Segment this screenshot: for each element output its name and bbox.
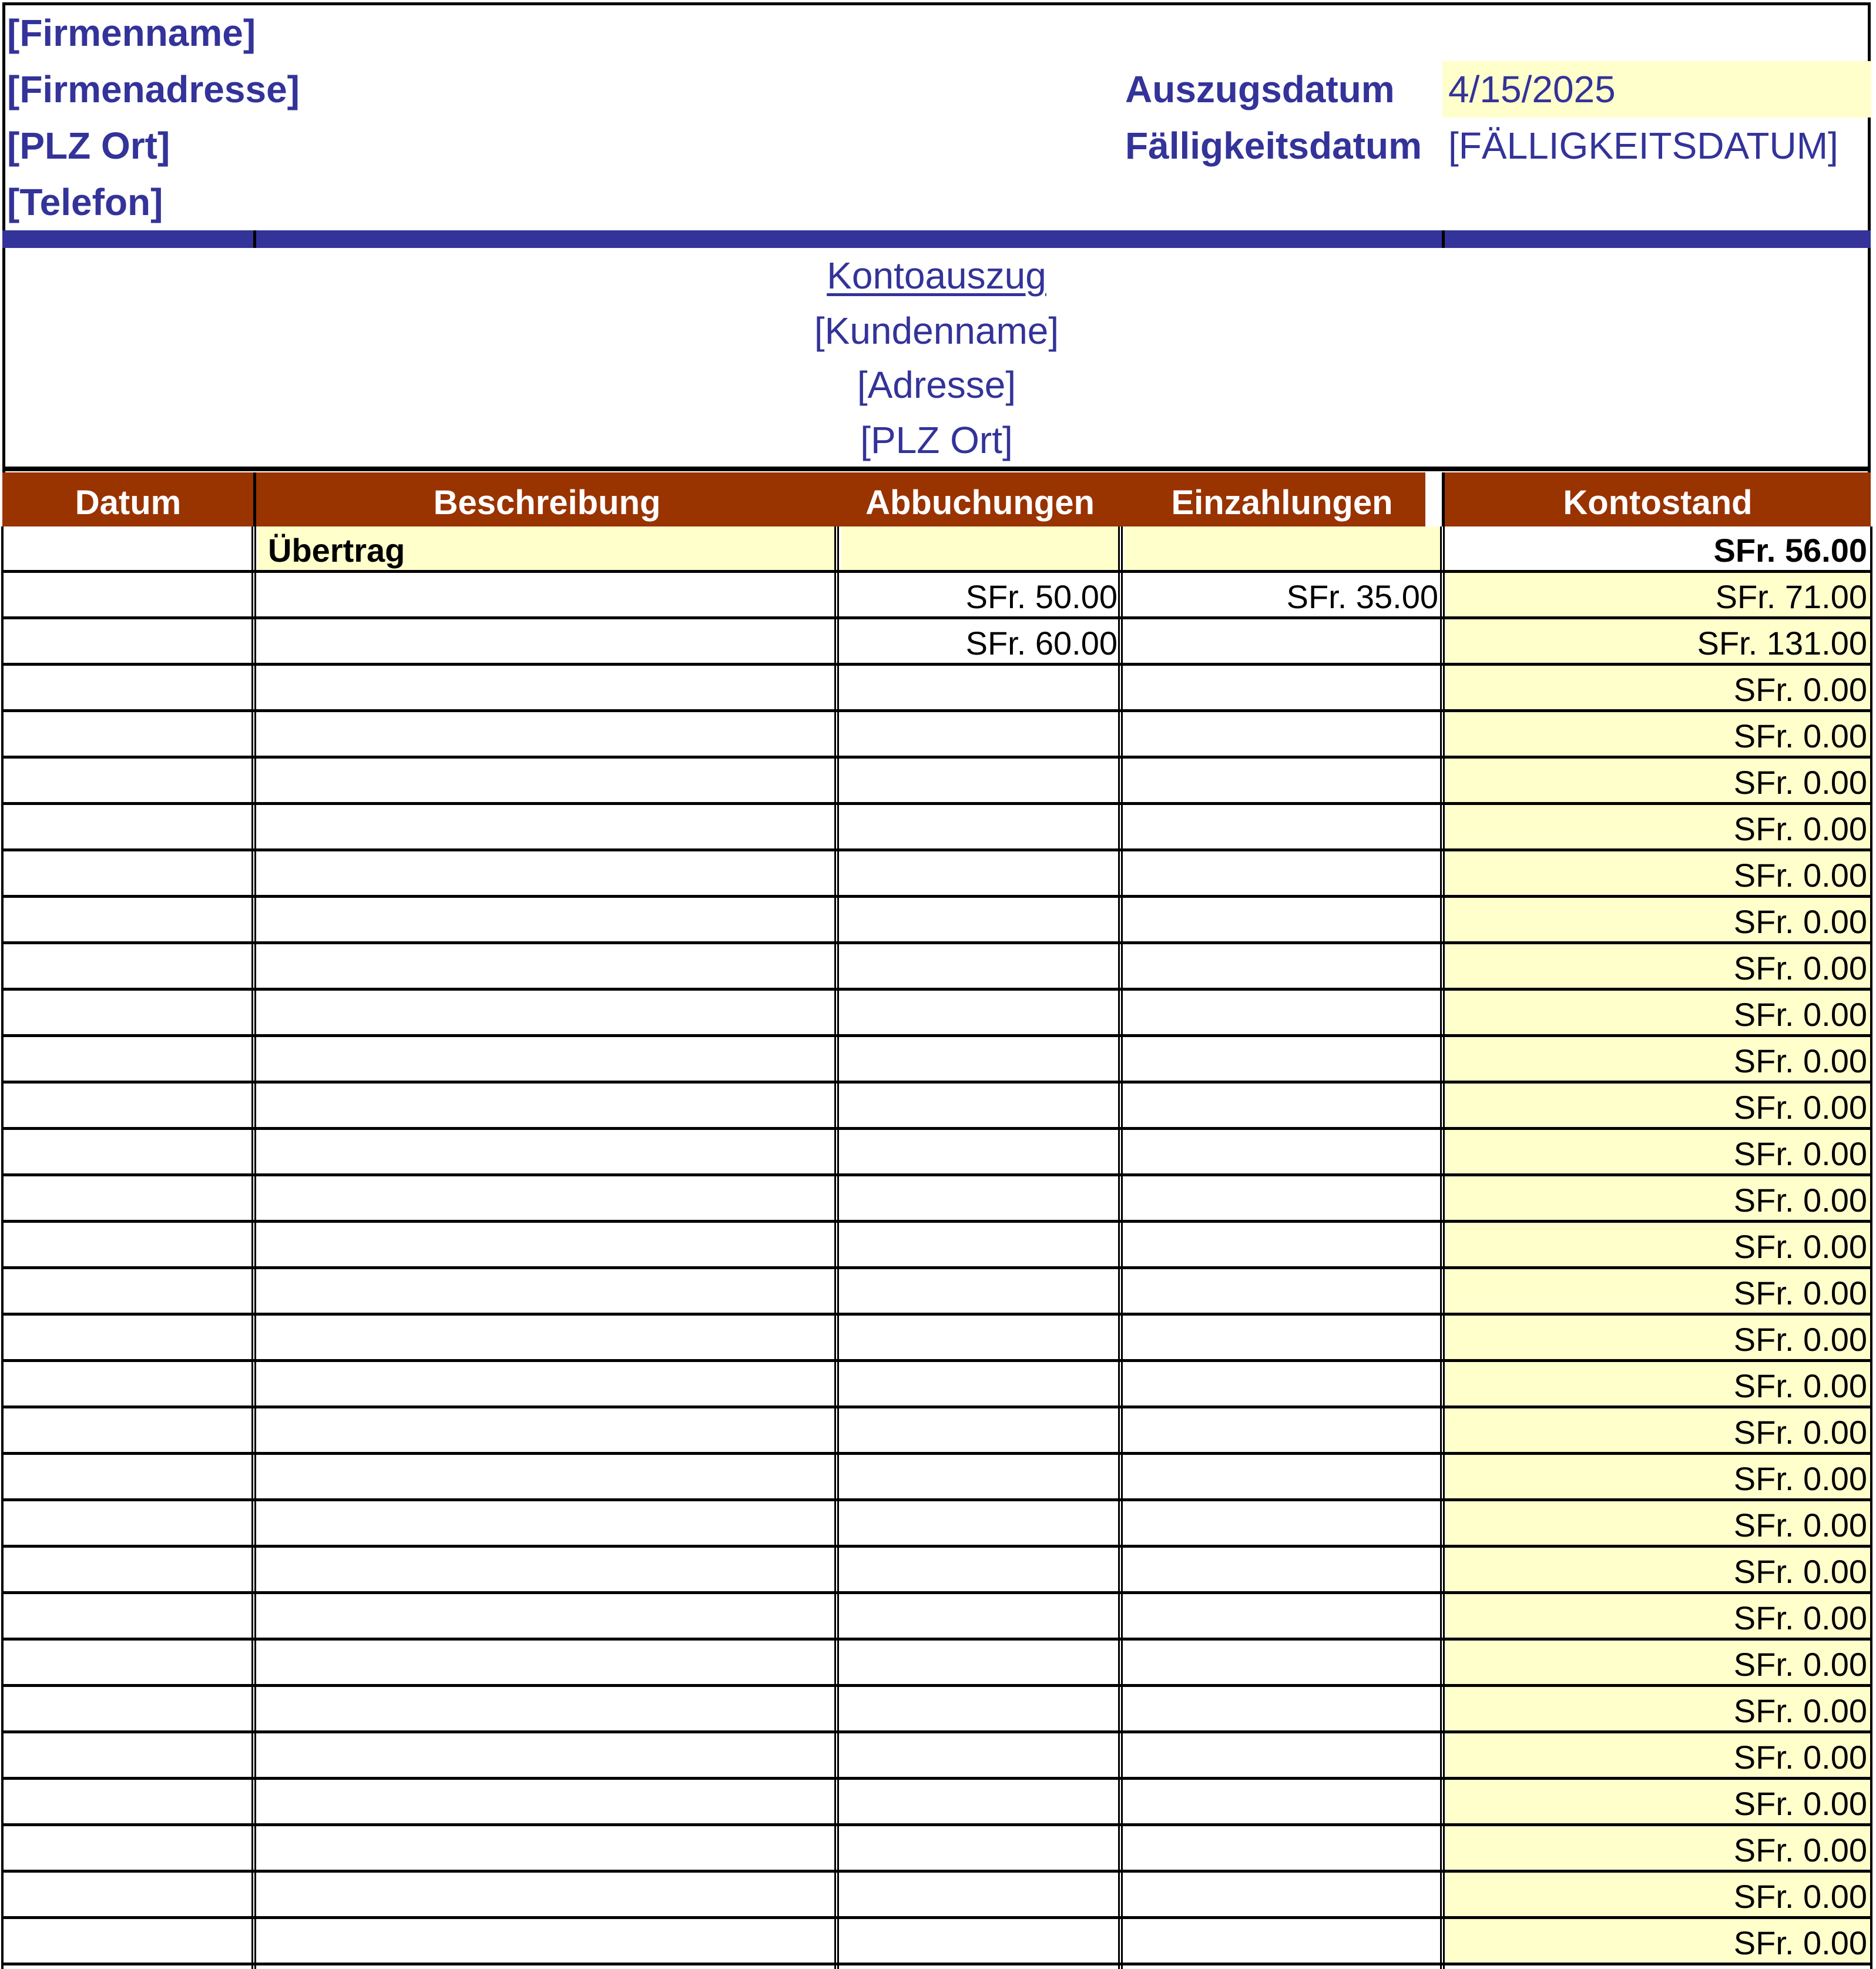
grid-separator-date [251,526,256,1969]
credit-cell[interactable] [1125,1687,1441,1730]
header-separator [253,472,256,526]
date-cell[interactable] [2,805,254,848]
balance-cell[interactable]: SFr. 0.00 [1445,1223,1871,1266]
description-cell[interactable] [257,991,837,1034]
debit-cell[interactable] [841,1919,1120,1963]
description-cell[interactable] [257,851,837,895]
date-cell[interactable] [2,1455,254,1498]
customer-address[interactable]: [Adresse] [857,364,1016,406]
description-cell[interactable] [257,898,837,941]
column-header-credits: Einzahlungen [1171,484,1393,522]
description-cell[interactable] [257,712,837,756]
balance-cell[interactable]: SFr. 0.00 [1445,759,1871,802]
table-row [2,1780,1871,1826]
debit-cell[interactable] [841,1548,1120,1591]
grid-border-right [1870,526,1872,1969]
date-cell[interactable] [2,666,254,709]
debit-cell[interactable] [841,805,1120,848]
date-cell[interactable] [2,759,254,802]
debit-cell[interactable] [841,1037,1120,1081]
statement-title-block [2,248,1871,471]
description-cell[interactable] [257,1873,837,1916]
table-row [2,1362,1871,1408]
customer-name[interactable]: [Kundenname] [814,310,1059,352]
grid-separator-credit [1440,526,1445,1969]
table-row [2,573,1871,619]
balance-cell[interactable]: SFr. 0.00 [1445,1037,1871,1081]
date-cell[interactable] [2,1919,254,1963]
date-cell[interactable] [2,1223,254,1266]
debit-cell[interactable]: SFr. 60.00 [965,625,1117,662]
debit-cell[interactable] [841,1176,1120,1220]
date-cell[interactable] [2,1269,254,1313]
balance-cell[interactable]: SFr. 0.00 [1445,1826,1871,1870]
description-cell[interactable] [257,759,837,802]
date-cell[interactable] [2,1176,254,1220]
description-cell[interactable] [257,1176,837,1220]
debit-cell[interactable] [841,1269,1120,1313]
debit-cell[interactable] [841,944,1120,988]
table-row [2,1687,1871,1733]
description-cell[interactable]: Übertrag [257,526,837,570]
credit-cell[interactable] [1125,1594,1441,1638]
description-cell[interactable] [257,1084,837,1127]
description-cell[interactable] [257,1919,837,1963]
credit-cell[interactable] [1125,1641,1441,1684]
table-row [2,1501,1871,1548]
customer-city[interactable]: [PLZ Ort] [860,419,1013,461]
description-cell[interactable] [257,1037,837,1081]
date-cell[interactable] [2,1873,254,1916]
grid-separator-desc [834,526,839,1969]
balance-cell[interactable]: SFr. 0.00 [1445,1362,1871,1406]
table-row [2,805,1871,851]
table-row [2,1455,1871,1501]
debit-cell[interactable] [841,759,1120,802]
debit-cell[interactable] [841,1084,1120,1127]
credit-cell[interactable] [1125,1919,1441,1963]
date-cell[interactable] [2,1362,254,1406]
balance-cell[interactable]: SFr. 131.00 [1445,619,1871,663]
credit-cell[interactable] [1125,1176,1441,1220]
credit-cell[interactable] [1125,526,1441,570]
date-cell[interactable] [2,1548,254,1591]
header-divider-bar [2,230,1871,248]
table-row [2,991,1871,1037]
date-cell[interactable] [2,1780,254,1823]
table-row [2,1408,1871,1455]
table-row [2,851,1871,898]
table-row [2,712,1871,759]
table-row [2,1919,1871,1965]
credit-cell[interactable] [1125,1408,1441,1452]
table-row [2,619,1871,666]
table-row [2,1269,1871,1316]
table-row [2,898,1871,944]
balance-cell[interactable]: SFr. 0.00 [1445,1780,1871,1823]
date-cell[interactable] [2,1037,254,1081]
balance-cell[interactable]: SFr. 0.00 [1445,1316,1871,1359]
credit-cell[interactable] [1125,1316,1441,1359]
credit-cell[interactable] [1125,759,1441,802]
debit-cell[interactable] [841,851,1120,895]
debit-cell[interactable] [841,1130,1120,1173]
header-separator [1442,472,1445,526]
credit-cell[interactable] [1125,1733,1441,1777]
description-cell[interactable] [257,573,837,616]
balance-cell[interactable]: SFr. 0.00 [1445,805,1871,848]
description-cell[interactable] [257,1408,837,1452]
balance-cell[interactable]: SFr. 0.00 [1445,1501,1871,1545]
balance-cell[interactable]: SFr. 56.00 [1445,526,1871,570]
column-header-description: Beschreibung [433,484,661,522]
description-cell[interactable] [257,1594,837,1638]
debit-cell[interactable] [841,1362,1120,1406]
date-cell[interactable] [2,712,254,756]
description-cell[interactable] [257,1455,837,1498]
debit-cell[interactable] [841,1873,1120,1916]
date-cell[interactable] [2,573,254,616]
balance-cell[interactable]: SFr. 0.00 [1445,1455,1871,1498]
balance-cell[interactable]: SFr. 0.00 [1445,1130,1871,1173]
debit-cell[interactable] [841,1733,1120,1777]
description-cell[interactable] [257,1130,837,1173]
balance-cell[interactable]: SFr. 0.00 [1445,1176,1871,1220]
credit-cell[interactable] [1125,805,1441,848]
date-cell[interactable] [2,898,254,941]
date-cell[interactable] [2,1733,254,1777]
credit-cell[interactable] [1125,1037,1441,1081]
column-header-desc-wrap [256,472,1425,526]
balance-cell[interactable]: SFr. 0.00 [1445,1873,1871,1916]
table-row [2,1733,1871,1780]
table-row [2,1223,1871,1269]
balance-cell[interactable]: SFr. 0.00 [1445,1269,1871,1313]
description-cell[interactable] [257,1269,837,1313]
credit-cell[interactable] [1125,1780,1441,1823]
date-cell[interactable] [2,944,254,988]
company-name[interactable]: [Firmenname] [7,12,256,54]
balance-cell[interactable]: SFr. 0.00 [1445,1084,1871,1127]
date-cell[interactable] [2,1084,254,1127]
transactions-table [2,526,1871,1965]
table-row [2,1130,1871,1176]
date-cell[interactable] [2,1826,254,1870]
grid-separator-debit [1118,526,1123,1969]
table-row [2,526,1871,573]
debit-cell[interactable] [841,1455,1120,1498]
table-row [2,666,1871,712]
date-cell[interactable] [2,1130,254,1173]
description-cell[interactable] [257,1316,837,1359]
grid-border-left [1,526,4,1969]
debit-cell[interactable] [841,1594,1120,1638]
date-cell[interactable] [2,1316,254,1359]
date-cell[interactable] [2,991,254,1034]
debit-cell[interactable] [841,712,1120,756]
credit-cell[interactable] [1125,666,1441,709]
description-cell[interactable] [257,1548,837,1591]
balance-cell[interactable]: SFr. 0.00 [1445,1687,1871,1730]
balance-cell[interactable]: SFr. 71.00 [1445,573,1871,616]
table-row [2,1594,1871,1641]
table-row [2,1826,1871,1873]
description-cell[interactable] [257,1826,837,1870]
balance-cell[interactable]: SFr. 0.00 [1445,851,1871,895]
description-cell[interactable] [257,805,837,848]
debit-cell[interactable]: SFr. 50.00 [965,578,1117,615]
balance-cell[interactable]: SFr. 0.00 [1445,944,1871,988]
balance-cell[interactable]: SFr. 0.00 [1445,1594,1871,1638]
table-row [2,1037,1871,1084]
description-cell[interactable] [257,619,837,663]
table-row [2,1873,1871,1919]
description-cell[interactable] [257,1780,837,1823]
statement-title-line [5,254,1868,297]
due-date-label: Fälligkeitsdatum [1125,125,1422,167]
statement-title: Kontoauszug [827,254,1046,297]
date-cell[interactable] [2,1501,254,1545]
company-city[interactable]: [PLZ Ort] [7,125,170,167]
date-cell[interactable] [2,1687,254,1730]
date-cell[interactable] [2,1408,254,1452]
table-row [2,1176,1871,1223]
description-cell[interactable] [257,1687,837,1730]
credit-cell[interactable] [1125,851,1441,895]
debit-cell[interactable] [841,1687,1120,1730]
credit-cell[interactable] [1125,1223,1441,1266]
date-cell[interactable] [2,1594,254,1638]
column-header-date: Datum [2,472,254,526]
table-row [2,1084,1871,1130]
debit-cell[interactable] [841,1641,1120,1684]
credit-cell[interactable] [1125,991,1441,1034]
credit-cell[interactable] [1125,712,1441,756]
date-cell[interactable] [2,619,254,663]
credit-cell[interactable] [1125,619,1441,663]
date-cell[interactable] [2,526,254,570]
table-row [2,759,1871,805]
balance-cell[interactable]: SFr. 0.00 [1445,1733,1871,1777]
credit-cell[interactable] [1125,1269,1441,1313]
table-row [2,1316,1871,1362]
due-date-value[interactable]: [FÄLLIGKEITSDATUM] [1448,125,1838,167]
debit-cell[interactable] [841,1316,1120,1359]
credit-cell[interactable] [1125,1084,1441,1127]
debit-cell[interactable] [841,898,1120,941]
table-row [2,944,1871,991]
debit-cell[interactable] [841,991,1120,1034]
divider-tick [1442,230,1445,248]
credit-cell[interactable] [1125,1826,1441,1870]
column-header-balance: Kontostand [1445,472,1871,526]
debit-cell[interactable] [841,1826,1120,1870]
credit-cell[interactable] [1125,898,1441,941]
description-cell[interactable] [257,1641,837,1684]
description-cell[interactable] [257,1362,837,1406]
company-phone[interactable]: [Telefon] [7,181,163,223]
debit-cell[interactable] [841,1408,1120,1452]
company-address[interactable]: [Firmenadresse] [7,68,300,110]
divider-tick [253,230,256,248]
credit-cell[interactable] [1125,1362,1441,1406]
balance-cell[interactable]: SFr. 0.00 [1445,1641,1871,1684]
description-cell[interactable] [257,944,837,988]
statement-date-value[interactable]: 4/15/2025 [1442,61,1871,118]
balance-cell[interactable]: SFr. 0.00 [1445,1408,1871,1452]
description-cell[interactable] [257,666,837,709]
table-row [2,1641,1871,1687]
description-cell[interactable] [257,1733,837,1777]
credit-cell[interactable] [1125,1501,1441,1545]
description-cell[interactable] [257,1223,837,1266]
date-cell[interactable] [2,1641,254,1684]
balance-cell[interactable]: SFr. 0.00 [1445,1919,1871,1963]
credit-cell[interactable] [1125,1130,1441,1173]
debit-cell[interactable] [841,1223,1120,1266]
description-cell[interactable] [257,1501,837,1545]
credit-cell[interactable] [1125,1455,1441,1498]
debit-cell[interactable] [841,1780,1120,1823]
credit-cell[interactable] [1125,944,1441,988]
balance-cell[interactable]: SFr. 0.00 [1445,666,1871,709]
credit-cell[interactable] [1125,1548,1441,1591]
column-header-debits: Abbuchungen [865,484,1095,522]
balance-cell[interactable]: SFr. 0.00 [1445,898,1871,941]
balance-cell[interactable]: SFr. 0.00 [1445,712,1871,756]
balance-cell[interactable]: SFr. 0.00 [1445,991,1871,1034]
credit-cell[interactable]: SFr. 35.00 [1286,578,1438,615]
debit-cell[interactable] [841,1501,1120,1545]
table-row [2,1548,1871,1594]
statement-date-label: Auszugsdatum [1125,68,1395,110]
debit-cell[interactable] [841,666,1120,709]
balance-cell[interactable]: SFr. 0.00 [1445,1548,1871,1591]
debit-cell[interactable] [841,526,1120,570]
credit-cell[interactable] [1125,1873,1441,1916]
date-cell[interactable] [2,851,254,895]
